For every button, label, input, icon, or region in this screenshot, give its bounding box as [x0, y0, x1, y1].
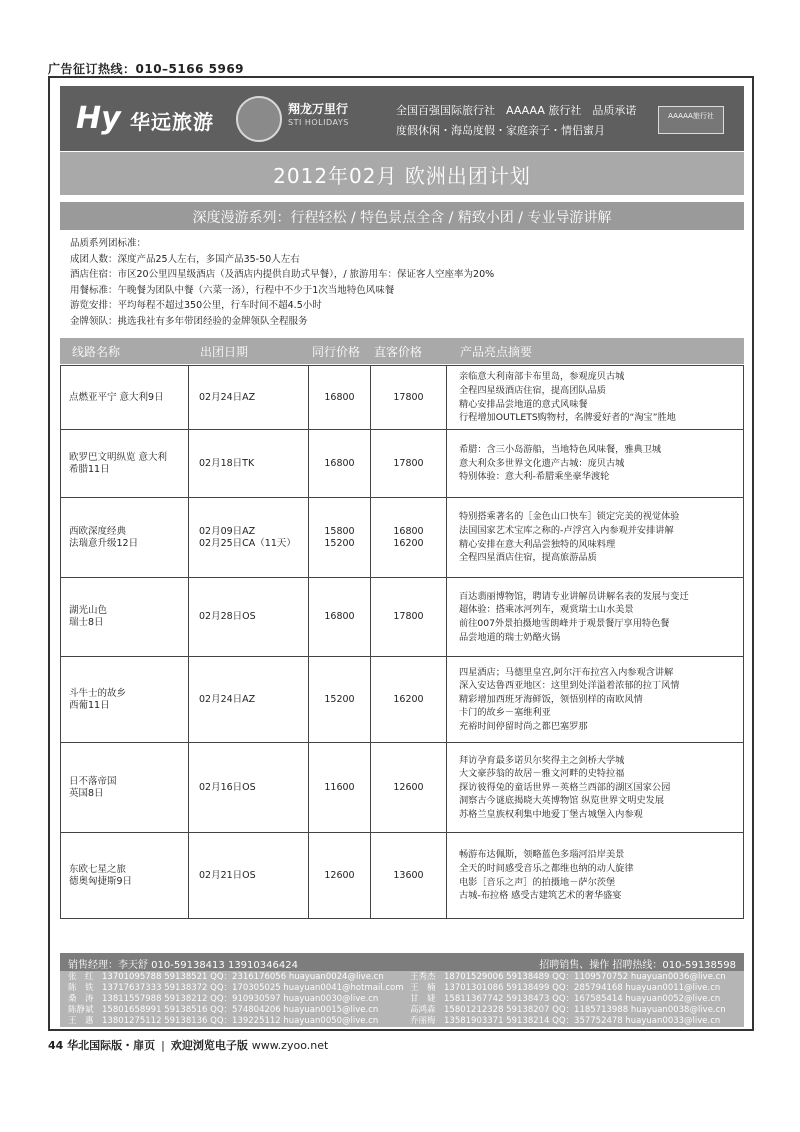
col-route-header: 线路名称 — [72, 345, 121, 359]
direct-price: 17800 — [371, 578, 447, 656]
quality-standards — [70, 236, 494, 330]
route-name: 日不落帝国 英国8日 — [61, 743, 189, 832]
route-name: 欧罗巴文明纵览 意大利 希腊11日 — [61, 430, 189, 497]
direct-price: 17800 — [371, 366, 447, 429]
table-row — [61, 577, 743, 656]
highlights: 四星酒店；马德里皇宫,阿尔汗布拉宫入内参观含讲解 深入安达鲁西亚地区：这里到处洋溢着浓郁的拉丁风情 精彩增加西班牙海鲜饭，领悟别样的南欧风情 卡门的故乡－塞维利亚 充裕时间停留时尚之都巴塞罗那 — [459, 666, 680, 732]
footer-separator: | — [161, 1039, 165, 1052]
contact-entry: 王 惠 13801275112 59138136 QQ：139225112 huayuan0050@live.cn — [68, 1016, 379, 1026]
standards-heading: 品质系列团标准： — [70, 238, 147, 249]
highlights: 希腊：含三小岛游船，当地特色风味餐，雅典卫城 意大利众多世界文化遗产古城：庞贝古城 特别体验：意大利-希腊乘坐豪华渡轮 — [459, 444, 662, 483]
contact-entry: 张 红 13701095788 59138521 QQ：2316176056 huayuan0024@live.cn — [68, 972, 384, 982]
peer-price: 16800 — [309, 578, 371, 656]
brand-name: 华远旅游 — [130, 110, 214, 134]
page-title: 2012年02月 欧洲出团计划 — [273, 164, 531, 188]
standards-line: 成团人数：深度产品25人左右，多国产品35-50人左右 — [70, 253, 300, 265]
highlights: 特别搭乘著名的［金色山口快车］锁定完美的视觉体验 法国国家艺术宝库之称的-卢浮宫入内参观并安排讲解 精心安排在意大利品尝独特的风味料理 全程四星酒店住宿，提高旅游品质 — [459, 511, 680, 564]
banner-tagline-1: 全国百强国际旅行社 AAAAA 旅行社 品质承诺 — [396, 104, 637, 117]
banner-tagline-2: 度假休闲・海岛度假・家庭亲子・情侣蜜月 — [396, 124, 605, 137]
rating-badge: AAAAA旅行社 — [658, 106, 724, 134]
contact-entry: 陈 铁 13717637333 59138372 QQ：170305025 huayuan0041@hotmail.com — [68, 983, 404, 993]
table-row — [61, 656, 743, 742]
contact-entry: 王 楠 13701301086 59138499 QQ：285794168 huayuan0011@live.cn — [410, 983, 721, 993]
series-subtitle: 深度漫游系列：行程轻松 / 特色景点全含 / 精致小团 / 专业导游讲解 — [192, 210, 612, 226]
contacts-block — [60, 971, 744, 1027]
peer-price: 12600 — [309, 833, 371, 918]
route-name: 湖光山色 瑞士8日 — [61, 578, 189, 656]
highlights: 拜访孕育最多诺贝尔奖得主之剑桥大学城 大文豪莎翁的故居－雅文河畔的史特拉福 探访彼得兔的童话世界－英格兰西部的湖区国家公园 洞察古今谜底揭晓大英博物馆 纵览世界文明史发展 苏格兰皇族权利集中地爱丁堡古城堡入内参观 — [459, 754, 671, 820]
highlights: 百达翡丽博物馆，聘请专业讲解员讲解名表的发展与变迁 超体验：搭乘冰河列车，观赏瑞士山水美景 前往007外景拍摄地雪朗峰并于观景餐厅享用特色餐 品尝地道的瑞士奶酪火锅 — [459, 590, 689, 643]
agency-banner — [60, 86, 744, 151]
col-highlights-header: 产品亮点摘要 — [460, 345, 533, 359]
standards-line: 用餐标准：午晚餐为团队中餐（六菜一汤），行程中不少于1次当地特色风味餐 — [70, 284, 395, 296]
table-row — [61, 429, 743, 497]
contact-entry: 高鸿森 15801212328 59138207 QQ：1185713988 huayuan0038@live.cn — [410, 1005, 726, 1015]
contact-entry: 陈静斌 15801658991 59138516 QQ：574804206 huayuan0015@live.cn — [68, 1005, 379, 1015]
table-row — [61, 742, 743, 832]
series-bar — [60, 202, 744, 230]
route-name: 斗牛士的故乡 西葡11日 — [61, 657, 189, 742]
page-number-label: 44 华北国际版・扉页 — [48, 1039, 156, 1052]
departure-date: 02月24日AZ — [189, 657, 309, 742]
dragon-emblem-icon — [236, 96, 282, 142]
tour-table — [60, 338, 744, 950]
table-body — [60, 365, 744, 919]
peer-price: 16800 — [309, 366, 371, 429]
table-header — [60, 338, 744, 364]
partner-name: 翔龙万里行 — [288, 102, 349, 116]
standards-line: 金牌领队：挑选我社有多年带团经验的金牌领队全程服务 — [70, 315, 308, 327]
footer-bar — [60, 953, 744, 971]
direct-price: 12600 — [371, 743, 447, 832]
col-direct-price-header: 直客价格 — [374, 345, 423, 359]
partner-subtitle: STI HOLIDAYS — [288, 118, 349, 127]
col-peer-price-header: 同行价格 — [312, 345, 361, 359]
highlights: 畅游布达佩斯，领略蓝色多瑙河沿岸美景 全天的时间感受音乐之都维也纳的动人旋律 电影［音乐之声］的拍摄地－萨尔茨堡 古城-布拉格 感受古建筑艺术的奢华盛宴 — [459, 849, 634, 902]
peer-price: 15200 — [309, 657, 371, 742]
direct-price: 17800 — [371, 430, 447, 497]
recruit-hotline: 招聘销售、操作 招聘热线：010-59138598 — [539, 960, 736, 971]
sales-manager: 销售经理：李天舒 010-59138413 13910346424 — [68, 960, 298, 971]
route-name: 西欧深度经典 法瑞意升级12日 — [61, 498, 189, 577]
footer-slogan: 欢迎浏览电子版 — [170, 1039, 248, 1052]
contact-entry: 王秀杰 18701529006 59138489 QQ：1109570752 huayuan0036@live.cn — [410, 972, 726, 982]
brand-logo: Hy — [76, 101, 121, 136]
peer-price: 16800 — [309, 430, 371, 497]
direct-price: 16200 — [371, 657, 447, 742]
route-name: 东欧七星之旅 德奥匈捷斯9日 — [61, 833, 189, 918]
page-footer — [48, 1037, 328, 1053]
standards-line: 酒店住宿：市区20公里四星级酒店（及酒店内提供自助式早餐），/ 旅游用车：保证客人空座率为20% — [70, 269, 495, 281]
footer-url[interactable]: www.zyoo.net — [251, 1039, 329, 1052]
departure-date: 02月21日OS — [189, 833, 309, 918]
title-bar — [60, 152, 744, 195]
direct-price: 13600 — [371, 833, 447, 918]
col-date-header: 出团日期 — [200, 345, 249, 359]
route-name: 点燃亚平宁 意大利9日 — [61, 366, 189, 429]
contact-entry: 甘 婕 15811367742 59138473 QQ：167585414 huayuan0052@live.cn — [410, 994, 721, 1004]
peer-price: 15800 15200 — [309, 498, 371, 577]
departure-date: 02月24日AZ — [189, 366, 309, 429]
table-row — [61, 497, 743, 577]
direct-price: 16800 16200 — [371, 498, 447, 577]
table-row — [61, 832, 743, 918]
departure-date: 02月28日OS — [189, 578, 309, 656]
ad-hotline: 广告征订热线：010–5166 5969 — [48, 62, 245, 76]
departure-date: 02月16日OS — [189, 743, 309, 832]
contact-entry: 乔丽梅 13581903371 59138214 QQ：357752478 huayuan0033@live.cn — [410, 1016, 721, 1026]
departure-date: 02月18日TK — [189, 430, 309, 497]
departure-date: 02月09日AZ 02月25日CA（11天） — [189, 498, 309, 577]
peer-price: 11600 — [309, 743, 371, 832]
contact-entry: 桑 涛 13811557988 59138212 QQ：910930597 huayuan0030@live.cn — [68, 994, 379, 1004]
page-frame — [48, 76, 754, 1031]
highlights: 亲临意大利南部卡布里岛，参观庞贝古城 全程四星级酒店住宿，提高团队品质 精心安排品尝地道的意式风味餐 行程增加OUTLETS购物村，名牌爱好者的“淘宝”胜地 — [459, 371, 676, 424]
table-row — [61, 366, 743, 429]
standards-line: 游览安排：平均每程不超过350公里，行车时间不超4.5小时 — [70, 300, 322, 312]
